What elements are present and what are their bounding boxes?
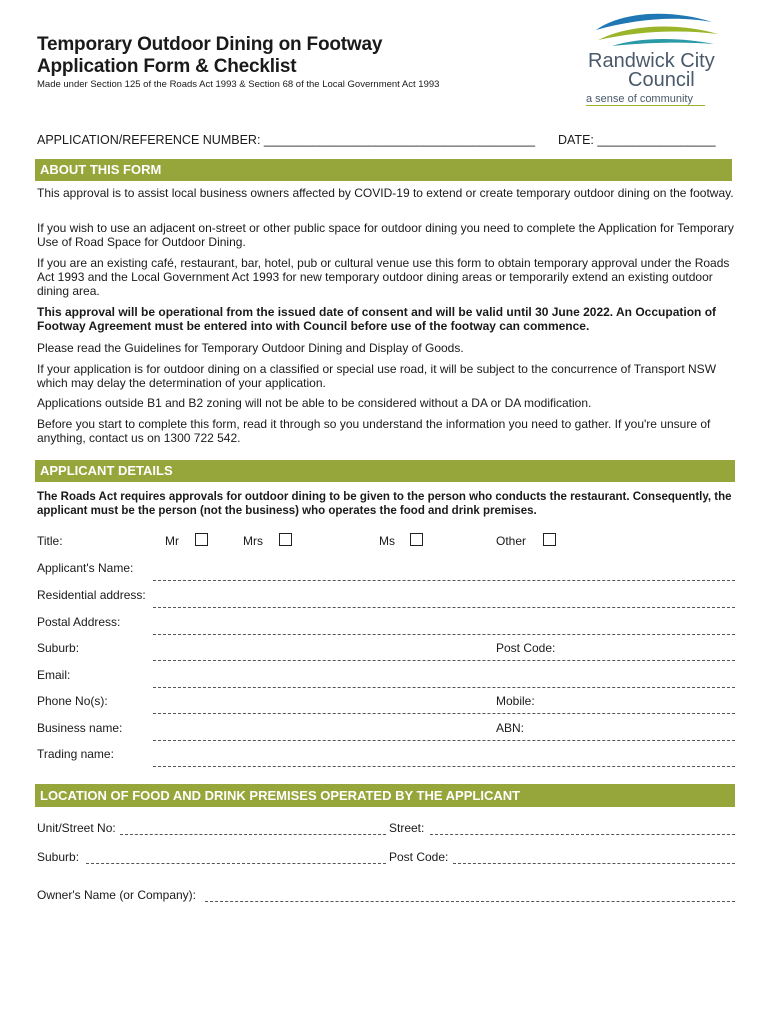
mobile-label: Mobile: xyxy=(496,694,535,708)
reference-number-blank: _______________________________________ xyxy=(263,133,536,147)
form-title-line1: Temporary Outdoor Dining on Footway xyxy=(37,34,383,55)
applicant-heading: APPLICANT DETAILS xyxy=(35,460,735,482)
email-label: Email: xyxy=(37,668,71,682)
form-subtitle: Made under Section 125 of the Roads Act 1993 & Section 68 of the Local Government Act 1993 xyxy=(37,79,440,90)
title-ms-checkbox[interactable] xyxy=(410,533,423,546)
about-paragraph-5: Please read the Guidelines for Temporary Outdoor Dining and Display of Goods. xyxy=(37,341,464,355)
suburb-label: Suburb: xyxy=(37,641,80,655)
location-suburb-field[interactable] xyxy=(86,863,386,864)
date-field[interactable] xyxy=(558,133,716,147)
title-option-mrs-label: Mrs xyxy=(243,534,263,548)
reference-number-label: APPLICATION/REFERENCE NUMBER: xyxy=(37,133,264,147)
street-field[interactable] xyxy=(430,834,735,835)
postcode-label: Post Code: xyxy=(496,641,556,655)
abn-label: ABN: xyxy=(496,721,525,735)
title-mr-checkbox[interactable] xyxy=(195,533,208,546)
title-mrs-checkbox[interactable] xyxy=(279,533,292,546)
form-title-line2: Application Form & Checklist xyxy=(37,56,297,77)
unit-street-no-field[interactable] xyxy=(120,834,386,835)
about-paragraph-2: If you wish to use an adjacent on-street or other public space for outdoor dining you need to complete the Application for Temporary Use of Road Space for Outdoor Dining. xyxy=(37,221,734,249)
location-postcode-label: Post Code: xyxy=(389,850,449,864)
suburb-postcode-field[interactable] xyxy=(153,660,735,661)
trading-name-field[interactable] xyxy=(153,766,735,767)
title-option-ms-label: Ms xyxy=(379,534,395,548)
phone-label: Phone No(s): xyxy=(37,694,108,708)
residential-address-label: Residential address: xyxy=(37,588,146,602)
about-heading: ABOUT THIS FORM xyxy=(35,159,732,181)
owner-name-label: Owner's Name (or Company): xyxy=(37,888,196,902)
logo-tagline: a sense of community xyxy=(586,93,705,106)
title-other-checkbox[interactable] xyxy=(543,533,556,546)
form-title xyxy=(37,34,382,78)
title-option-other-label: Other xyxy=(496,534,527,548)
phone-mobile-field[interactable] xyxy=(153,713,735,714)
business-abn-field[interactable] xyxy=(153,740,735,741)
applicant-note: The Roads Act requires approvals for outdoor dining to be given to the person who conducts the restaurant. Consequently, the applicant must be the person (not the business) who operates the food and drink premises. xyxy=(37,491,732,517)
logo-line2: Council xyxy=(628,69,695,91)
about-paragraph-3: If you are an existing café, restaurant, bar, hotel, pub or cultural venue use this form to obtain temporary approval under the Roads Act 1993 and the Local Government Act 1993 for new temporary outdoor dining areas or temporarily extend an existing outdoor dining area. xyxy=(37,256,730,298)
location-heading: LOCATION OF FOOD AND DRINK PREMISES OPERATED BY THE APPLICANT xyxy=(35,784,735,807)
postal-address-label: Postal Address: xyxy=(37,615,121,629)
location-postcode-field[interactable] xyxy=(453,863,735,864)
about-paragraph-1: This approval is to assist local business owners affected by COVID-19 to extend or create temporary outdoor dining on the footway. xyxy=(37,186,734,200)
owner-name-field[interactable] xyxy=(205,901,735,902)
about-paragraph-6: If your application is for outdoor dining on a classified or special use road, it will be subject to the concurrence of Transport NSW which may delay the determination of your application. xyxy=(37,362,717,390)
residential-address-field[interactable] xyxy=(153,607,735,608)
date-label: DATE: xyxy=(558,133,598,147)
reference-number-field[interactable] xyxy=(37,133,535,147)
logo-line1: Randwick City xyxy=(588,50,715,72)
email-field[interactable] xyxy=(153,687,735,688)
title-option-mr-label: Mr xyxy=(165,534,179,548)
about-paragraph-8: Before you start to complete this form, read it through so you understand the information you need to gather. If you're unsure of anything, contact us on 1300 722 542. xyxy=(37,417,711,445)
applicant-name-field[interactable] xyxy=(153,580,735,581)
date-blank: _________________ xyxy=(597,133,716,147)
location-suburb-label: Suburb: xyxy=(37,850,80,864)
business-name-label: Business name: xyxy=(37,721,123,735)
council-logo xyxy=(584,8,734,106)
postal-address-field[interactable] xyxy=(153,634,735,635)
applicant-name-label: Applicant's Name: xyxy=(37,561,134,575)
street-label: Street: xyxy=(389,821,425,835)
about-paragraph-7: Applications outside B1 and B2 zoning will not be able to be considered without a DA or DA modification. xyxy=(37,396,592,410)
trading-name-label: Trading name: xyxy=(37,747,114,761)
about-paragraph-4: This approval will be operational from the issued date of consent and will be valid until 30 June 2022. An Occupation of Footway Agreement must be entered into with Council before use of the footway can commence. xyxy=(37,305,717,333)
title-label: Title: xyxy=(37,534,63,548)
unit-street-no-label: Unit/Street No: xyxy=(37,821,116,835)
